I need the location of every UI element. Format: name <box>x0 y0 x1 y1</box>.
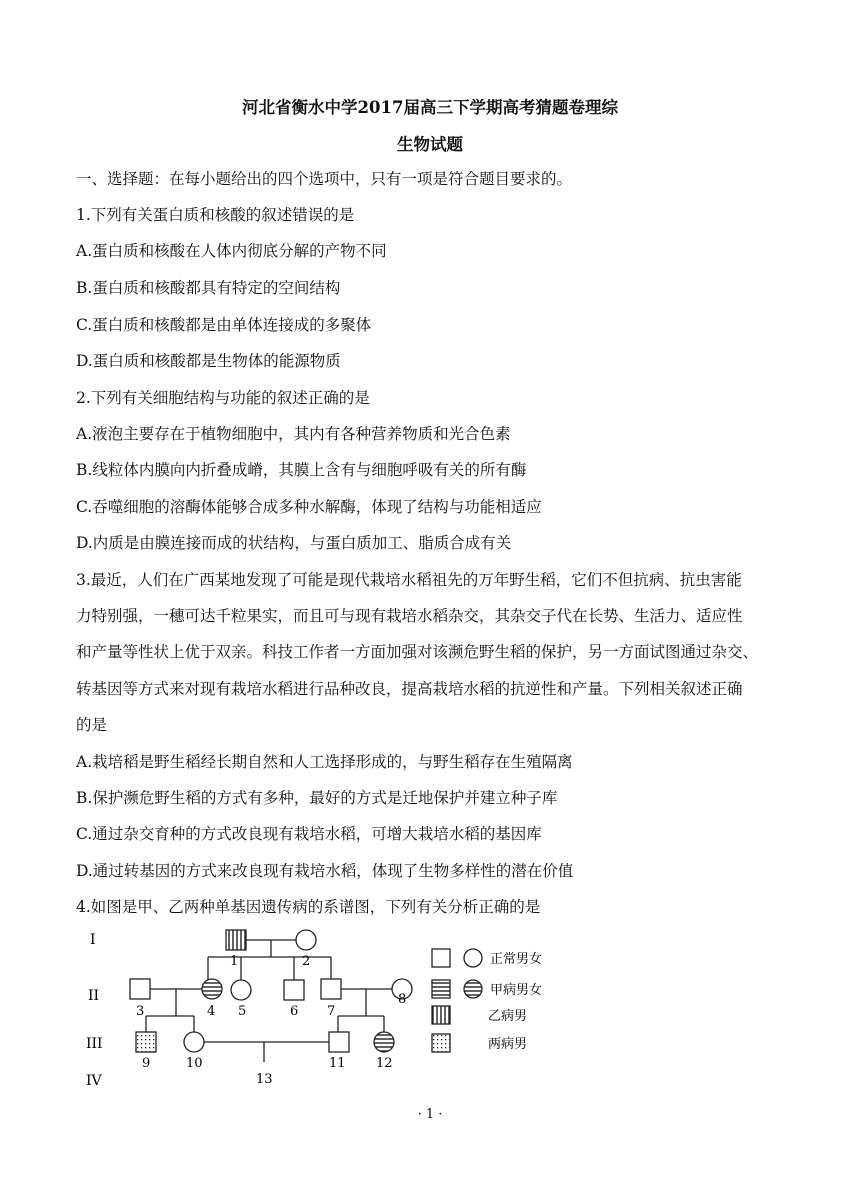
member-5-female-normal <box>231 980 251 1000</box>
member-10-female-normal <box>184 1032 204 1052</box>
question-1-option-b: B.蛋白质和核酸都具有特定的空间结构 <box>76 279 341 297</box>
page-number: · 1 · <box>417 1107 443 1122</box>
question-1-option-c: C.蛋白质和核酸都是由单体连接成的多聚体 <box>76 316 372 334</box>
question-2-option-c: C.吞噬细胞的溶酶体能够合成多种水解酶，体现了结构与功能相适应 <box>76 498 542 516</box>
question-3-stem-line-3: 和产量等性状上优于双亲。科技工作者一方面加强对该濒危野生稻的保护，另一方面试图通过杂交、 <box>76 643 759 661</box>
member-label-1: 1 <box>230 954 239 969</box>
member-label-3: 3 <box>136 1004 145 1019</box>
member-12-female-disease-a <box>374 1032 394 1052</box>
member-label-7: 7 <box>327 1004 336 1019</box>
question-3-option-b: B.保护濒危野生稻的方式有多种，最好的方式是迁地保护并建立种子库 <box>76 789 558 807</box>
member-1-male-disease-b <box>226 930 246 950</box>
member-7-male-normal <box>321 979 341 999</box>
generation-label-iv: IV <box>86 1073 102 1089</box>
member-2-female-normal <box>296 930 316 950</box>
question-3-stem-line-4: 转基因等方式来对现有栽培水稻进行品种改良，提高栽培水稻的抗逆性和产量。下列相关叙述正确 <box>76 680 743 698</box>
member-label-5: 5 <box>238 1004 247 1019</box>
legend-disease-b-label: 乙病男 <box>488 1009 528 1024</box>
legend-normal-male-symbol <box>432 949 450 967</box>
member-4-female-disease-a <box>202 979 222 999</box>
generation-label-ii: II <box>88 988 100 1004</box>
legend-both-diseases-male-symbol <box>432 1034 450 1052</box>
member-11-male-normal <box>329 1032 349 1052</box>
question-1-option-a: A.蛋白质和核酸在人体内彻底分解的产物不同 <box>76 242 387 260</box>
legend-disease-a-female-symbol <box>464 980 482 998</box>
question-2-option-b: B.线粒体内膜向内折叠成嵴，其膜上含有与细胞呼吸有关的所有酶 <box>76 461 527 479</box>
question-3-stem-line-5: 的是 <box>76 716 108 734</box>
member-label-13: 13 <box>256 1072 273 1087</box>
member-label-6: 6 <box>290 1004 299 1019</box>
legend-disease-b-male-symbol <box>432 1006 450 1024</box>
legend-normal-female-symbol <box>464 949 482 967</box>
pedigree-chart <box>76 922 596 1092</box>
member-label-12: 12 <box>376 1056 393 1071</box>
question-2-option-a: A.液泡主要存在于植物细胞中，其内有各种营养物质和光合色素 <box>76 425 511 443</box>
question-3-option-c: C.通过杂交育种的方式改良现有栽培水稻，可增大栽培水稻的基因库 <box>76 825 542 843</box>
section-heading: 一、选择题：在每小题给出的四个选项中，只有一项是符合题目要求的。 <box>76 170 573 188</box>
question-3-option-a: A.栽培稻是野生稻经长期自然和人工选择形成的，与野生稻存在生殖隔离 <box>76 753 573 771</box>
member-label-2: 2 <box>302 954 311 969</box>
question-2-option-d: D.内质是由膜连接而成的状结构，与蛋白质加工、脂质合成有关 <box>76 534 512 552</box>
member-label-10: 10 <box>186 1056 203 1071</box>
member-label-4: 4 <box>207 1004 216 1019</box>
question-3-option-d: D.通过转基因的方式来改良现有栽培水稻，体现了生物多样性的潜在价值 <box>76 862 574 880</box>
question-3-stem-line-1: 3.最近，人们在广西某地发现了可能是现代栽培水稻祖先的万年野生稻，它们不但抗病、抗虫害能 <box>76 571 742 589</box>
member-label-8: 8 <box>398 992 407 1007</box>
question-3-stem-line-2: 力特别强，一穗可达千粒果实，而且可与现有栽培水稻杂交，其杂交子代在长势、生活力、适应性 <box>76 607 743 625</box>
legend-disease-a-male-symbol <box>432 980 450 998</box>
legend-both-diseases-label: 两病男 <box>488 1037 528 1052</box>
member-3-male-normal <box>130 979 150 999</box>
generation-label-iii: III <box>86 1036 103 1052</box>
question-1-option-d: D.蛋白质和核酸都是生物体的能源物质 <box>76 352 341 370</box>
question-1-stem: 1.下列有关蛋白质和核酸的叙述错误的是 <box>76 206 355 224</box>
legend-disease-a-label: 甲病男女 <box>490 983 543 998</box>
legend-normal-label: 正常男女 <box>490 952 543 967</box>
pedigree-legend <box>432 949 542 1052</box>
document-subtitle: 生物试题 <box>397 135 463 154</box>
document-title: 河北省衡水中学2017届高三下学期高考猜题卷理综 <box>242 98 618 117</box>
question-4-stem: 4.如图是甲、乙两种单基因遗传病的系谱图，下列有关分析正确的是 <box>76 898 541 916</box>
member-6-male-normal <box>284 980 304 1000</box>
member-label-11: 11 <box>329 1056 346 1071</box>
question-2-stem: 2.下列有关细胞结构与功能的叙述正确的是 <box>76 389 370 407</box>
member-label-9: 9 <box>142 1056 151 1071</box>
member-9-male-both-diseases <box>136 1032 156 1052</box>
generation-label-i: I <box>90 932 96 948</box>
